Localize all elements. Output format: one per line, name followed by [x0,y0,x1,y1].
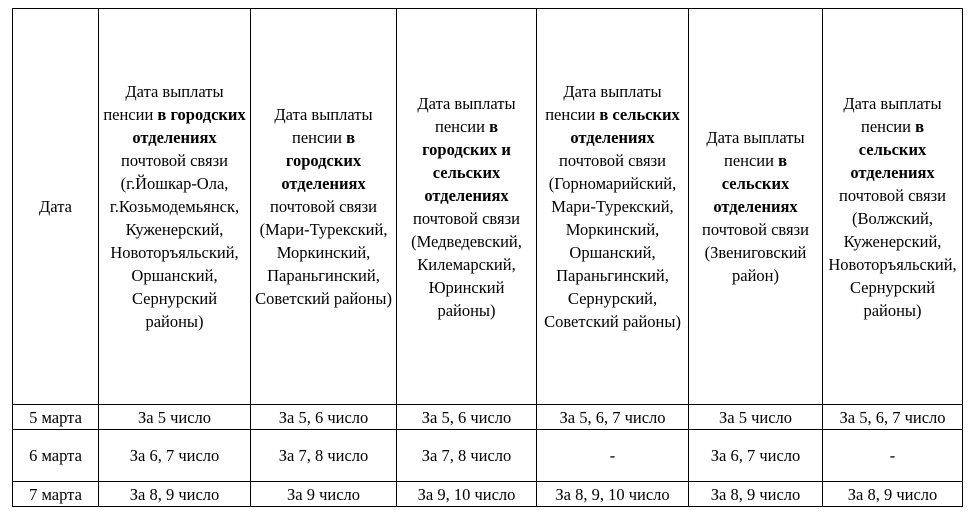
header-row [13,9,963,405]
table-cell: За 5, 6, 7 число [537,405,689,430]
table-cell: За 6, 7 число [689,430,823,482]
table-cell: За 9 число [251,482,397,507]
table-cell: За 8, 9, 10 число [537,482,689,507]
row-date: 5 марта [13,405,99,430]
table-row [13,482,963,507]
header-date: Дата [13,9,99,405]
header-col-6: Дата выплаты пенсии в сельских отделениях почтовой связи (Волжский, Куженерский, Новоторъяльский, Сернурский районы) [823,9,963,405]
table-cell: За 7, 8 число [397,430,537,482]
table-cell: За 8, 9 число [823,482,963,507]
table-cell: За 9, 10 число [397,482,537,507]
row-date: 7 марта [13,482,99,507]
table-cell: За 5, 6 число [397,405,537,430]
table-cell: - [823,430,963,482]
table-cell: За 8, 9 число [689,482,823,507]
table-cell: За 6, 7 число [99,430,251,482]
header-col-2: Дата выплаты пенсии в городских отделениях почтовой связи (Мари-Турекский, Моркинский, Параньгинский, Советский районы) [251,9,397,405]
header-col-1: Дата выплаты пенсии в городских отделениях почтовой связи (г.Йошкар-Ола, г.Козьмодемьянск, Куженерский, Новоторъяльский, Оршанский, Сернурский районы) [99,9,251,405]
row-date: 6 марта [13,430,99,482]
table-cell: За 8, 9 число [99,482,251,507]
table-cell: За 5, 6, 7 число [823,405,963,430]
table-cell: За 5 число [99,405,251,430]
table-cell: За 5, 6 число [251,405,397,430]
header-col-5: Дата выплаты пенсии в сельских отделениях почтовой связи (Звениговский район) [689,9,823,405]
header-col-4: Дата выплаты пенсии в сельских отделениях почтовой связи (Горномарийский, Мари-Турекский, Моркинский, Оршанский, Параньгинский, Сернурский, Советский районы) [537,9,689,405]
table-cell: - [537,430,689,482]
table-cell: За 5 число [689,405,823,430]
table-row [13,405,963,430]
header-col-3: Дата выплаты пенсии в городских и сельских отделениях почтовой связи (Медведевский, Килемарский, Юринский районы) [397,9,537,405]
pension-schedule-table [12,8,963,507]
table-row [13,430,963,482]
table-cell: За 7, 8 число [251,430,397,482]
